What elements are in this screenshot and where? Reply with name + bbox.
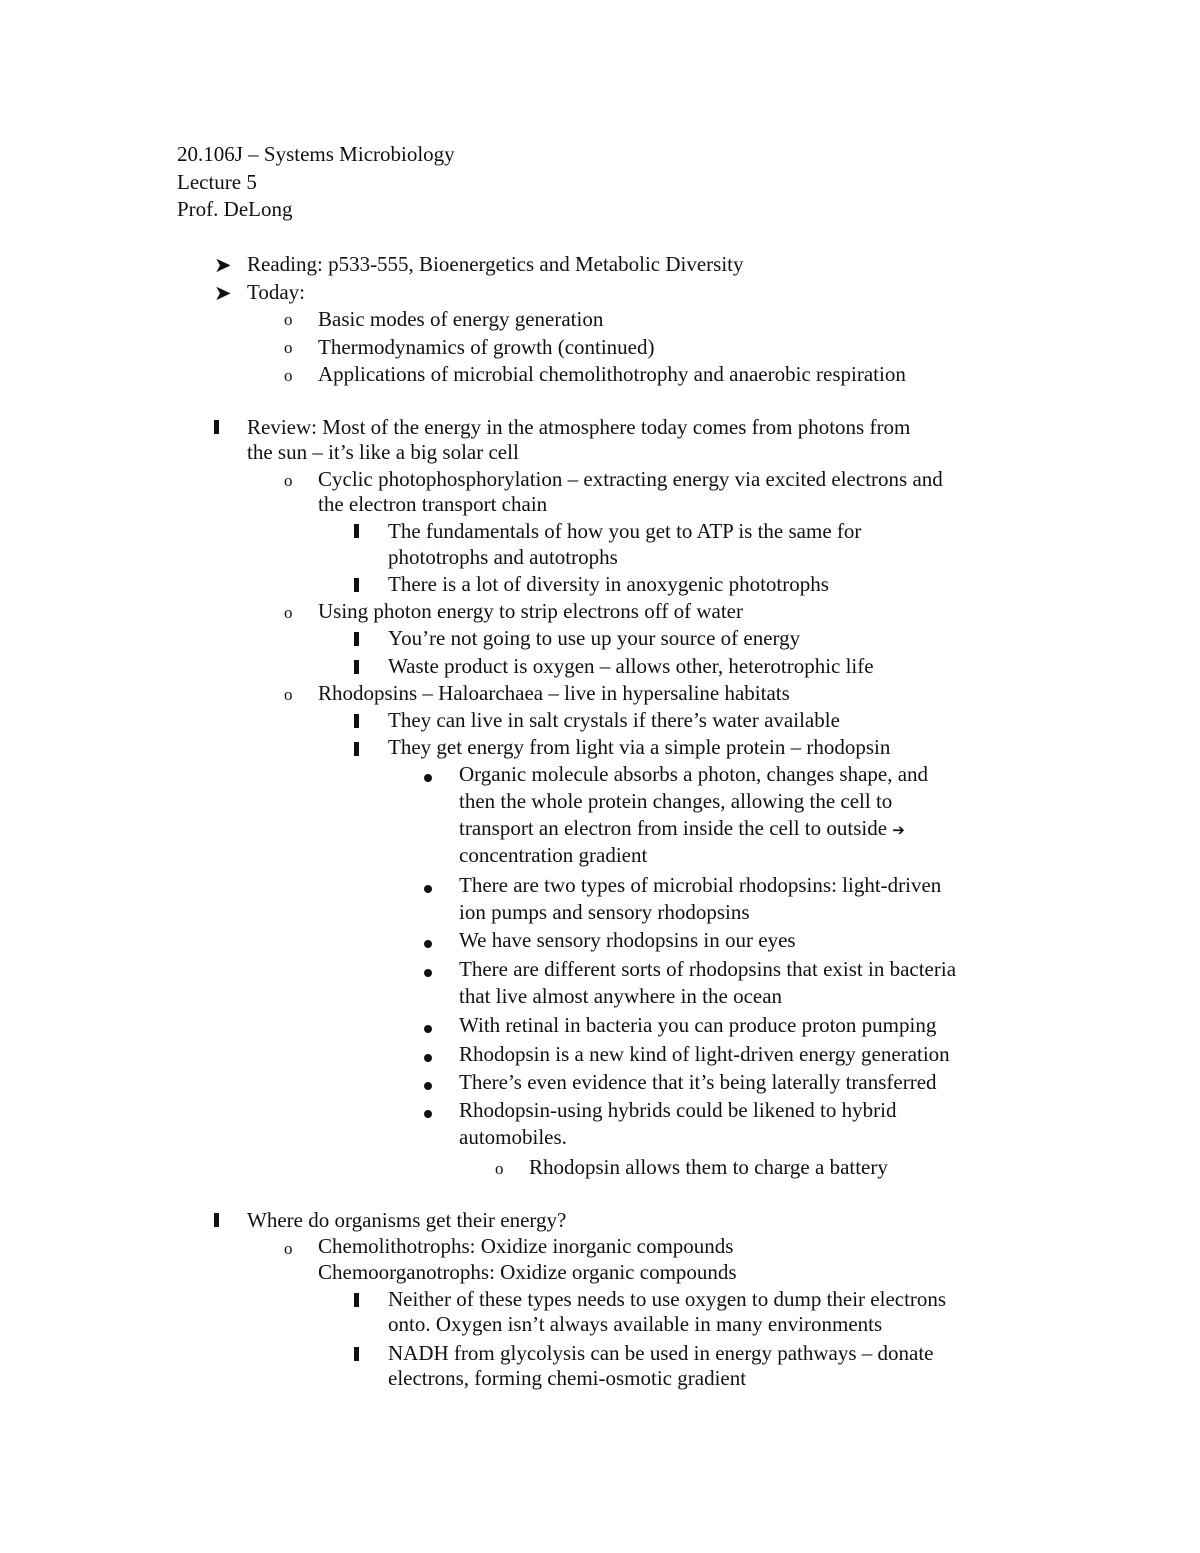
arrow-bullet-icon: ➤ xyxy=(214,253,232,277)
document-header xyxy=(177,141,455,224)
detail-line: There are different sorts of rhodopsins that exist in bacteria xyxy=(459,957,957,981)
square-bullet-icon xyxy=(354,736,359,763)
arrow-bullet-icon: ➤ xyxy=(214,281,232,305)
today-item: Applications of microbial chemolithotrophy and anaerobic respiration xyxy=(318,362,906,386)
detail-line: There are two types of microbial rhodopsins: light-driven xyxy=(459,873,942,897)
chemoorganotrophs-line: Chemoorganotrophs: Oxidize organic compounds xyxy=(318,1260,737,1284)
today-item: Basic modes of energy generation xyxy=(318,307,604,331)
detail-line: There’s even evidence that it’s being laterally transferred xyxy=(459,1070,937,1094)
detail-line: With retinal in bacteria you can produce proton pumping xyxy=(459,1013,937,1037)
dot-bullet-icon xyxy=(424,762,432,789)
rhodopsins-line: Rhodopsins – Haloarchaea – live in hypersaline habitats xyxy=(318,681,790,705)
dot-bullet-icon xyxy=(424,1070,432,1097)
cyclic-item: phototrophs and autotrophs xyxy=(388,545,618,569)
energy-item: onto. Oxygen isn’t always available in many environments xyxy=(388,1312,883,1336)
circle-bullet-icon: o xyxy=(495,1159,504,1178)
review-line: the sun – it’s like a big solar cell xyxy=(247,440,519,464)
photon-item: You’re not going to use up your source of energy xyxy=(388,626,801,650)
dot-bullet-icon xyxy=(424,928,432,955)
energy-question: Where do organisms get their energy? xyxy=(247,1208,567,1232)
dot-bullet-icon xyxy=(424,1042,432,1069)
dot-bullet-icon xyxy=(424,957,432,984)
reading-line: Reading: p533-555, Bioenergetics and Metabolic Diversity xyxy=(247,252,744,276)
square-bullet-icon xyxy=(354,1287,359,1314)
course-title: 20.106J – Systems Microbiology xyxy=(177,142,455,166)
detail-line: Organic molecule absorbs a photon, changes shape, and xyxy=(459,762,929,786)
square-bullet-icon xyxy=(354,708,359,735)
today-label: Today: xyxy=(247,280,306,304)
cyclic-line: the electron transport chain xyxy=(318,492,548,516)
square-bullet-icon xyxy=(354,1341,359,1368)
detail-line: concentration gradient xyxy=(459,843,648,867)
review-line: Review: Most of the energy in the atmosphere today comes from photons from xyxy=(247,415,911,439)
today-item: Thermodynamics of growth (continued) xyxy=(318,335,655,359)
detail-line: Rhodopsin-using hybrids could be likened to hybrid xyxy=(459,1098,897,1122)
circle-bullet-icon: o xyxy=(284,338,293,357)
rhodopsins-item: They get energy from light via a simple protein – rhodopsin xyxy=(388,735,891,759)
square-bullet-icon xyxy=(354,626,359,653)
circle-bullet-icon: o xyxy=(284,603,293,622)
dot-bullet-icon xyxy=(424,1098,432,1125)
dot-bullet-icon xyxy=(424,873,432,900)
cyclic-item: The fundamentals of how you get to ATP is the same for xyxy=(388,519,862,543)
energy-item: Neither of these types needs to use oxygen to dump their electrons xyxy=(388,1287,947,1311)
detail-line: automobiles. xyxy=(459,1125,567,1149)
lecture-number: Lecture 5 xyxy=(177,169,257,194)
professor-name: Prof. DeLong xyxy=(177,197,293,221)
right-arrow-icon: ➔ xyxy=(892,823,905,839)
dot-bullet-icon xyxy=(424,1013,432,1040)
detail-line: Rhodopsin is a new kind of light-driven energy generation xyxy=(459,1042,950,1066)
square-bullet-icon xyxy=(354,518,359,545)
circle-bullet-icon: o xyxy=(284,685,293,704)
square-bullet-icon xyxy=(354,572,359,599)
detail-line: then the whole protein changes, allowing the cell to xyxy=(459,789,893,813)
detail-line: that live almost anywhere in the ocean xyxy=(459,984,783,1008)
square-bullet-icon xyxy=(354,654,359,681)
chemolithotrophs-line: Chemolithotrophs: Oxidize inorganic compounds xyxy=(318,1234,734,1258)
circle-bullet-icon: o xyxy=(284,1239,293,1258)
circle-bullet-icon: o xyxy=(284,366,293,385)
cyclic-line: Cyclic photophosphorylation – extracting energy via excited electrons and xyxy=(318,467,943,491)
energy-item: NADH from glycolysis can be used in energy pathways – donate xyxy=(388,1341,934,1365)
detail-line: transport an electron from inside the cell to outside ➔ xyxy=(459,815,905,845)
square-bullet-icon xyxy=(214,414,219,441)
photon-item: Waste product is oxygen – allows other, heterotrophic life xyxy=(388,654,874,678)
circle-bullet-icon: o xyxy=(284,471,293,490)
photon-line: Using photon energy to strip electrons off of water xyxy=(318,599,743,623)
energy-item: electrons, forming chemi-osmotic gradient xyxy=(388,1366,747,1390)
detail-line: ion pumps and sensory rhodopsins xyxy=(459,900,750,924)
circle-bullet-icon: o xyxy=(284,310,293,329)
detail-line: We have sensory rhodopsins in our eyes xyxy=(459,928,796,952)
battery-line: Rhodopsin allows them to charge a battery xyxy=(529,1155,888,1179)
square-bullet-icon xyxy=(214,1207,219,1234)
rhodopsins-item: They can live in salt crystals if there’s water available xyxy=(388,708,840,732)
cyclic-item: There is a lot of diversity in anoxygenic phototrophs xyxy=(388,572,829,596)
